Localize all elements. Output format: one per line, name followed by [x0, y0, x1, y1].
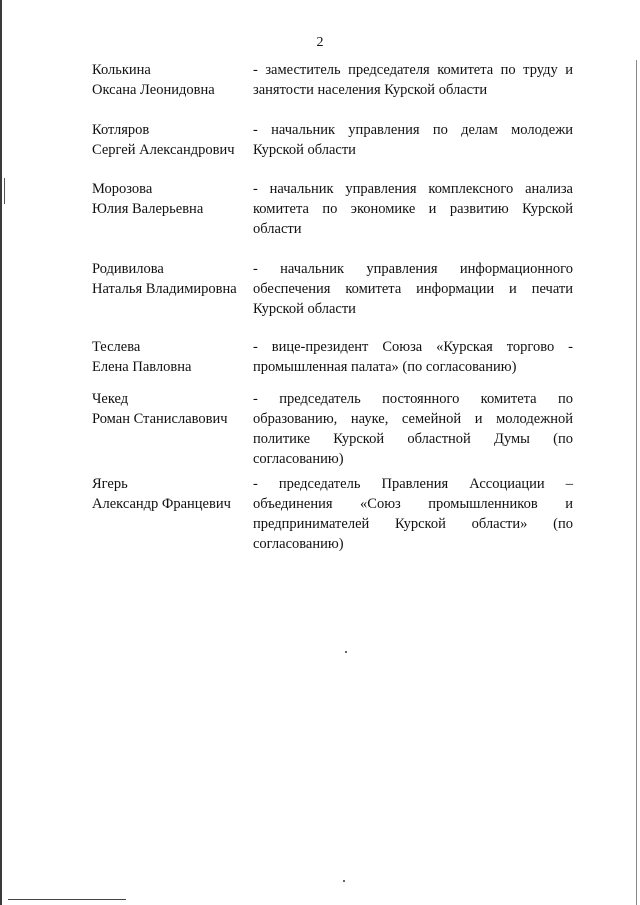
scan-speck: [343, 880, 345, 882]
member-name: [92, 337, 252, 377]
member-surname: Родивилова: [92, 261, 164, 277]
member-name: [92, 259, 252, 299]
member-surname: Чекед: [92, 391, 129, 407]
scan-bottom-line: [8, 899, 126, 900]
scan-speck: [345, 651, 347, 653]
member-position: - председатель постоянного комитета по образованию, науке, семейной и молодежной политике Курской областной Думы (по согласованию): [253, 391, 573, 467]
page-number: 2: [316, 35, 324, 50]
member-position: - начальник управления по делам молодежи Курской области: [253, 122, 573, 158]
member-surname: Колькина: [92, 62, 151, 78]
member-position: - заместитель председателя комитета по труду и занятости населения Курской области: [253, 62, 573, 98]
member-name: [92, 179, 252, 219]
member-position: - председатель Правления Ассоциации – объединения «Союз промышленников и предпринимателей Курской области» (по согласованию): [253, 476, 573, 552]
member-name: [92, 474, 252, 514]
member-surname: Ягерь: [92, 476, 128, 492]
scan-left-mark: [4, 178, 5, 204]
member-surname: Теслева: [92, 339, 141, 355]
member-position: - начальник управления комплексного анализа комитета по экономике и развитию Курской области: [253, 181, 573, 237]
member-name: [92, 120, 252, 160]
member-name: [92, 389, 252, 429]
member-given-names: Сергей Александрович: [92, 142, 235, 158]
member-position: - начальник управления информационного обеспечения комитета информации и печати Курской области: [253, 261, 573, 317]
member-position: - вице-президент Союза «Курская торгово - промышленная палата» (по согласованию): [253, 339, 573, 375]
member-surname: Морозова: [92, 181, 153, 197]
member-surname: Котляров: [92, 122, 150, 138]
scan-left-edge: [0, 0, 2, 905]
member-given-names: Елена Павловна: [92, 359, 192, 375]
scan-right-edge: [636, 60, 637, 905]
member-given-names: Роман Станиславович: [92, 411, 228, 427]
member-given-names: Александр Францевич: [92, 496, 231, 512]
member-given-names: Оксана Леонидовна: [92, 82, 215, 98]
member-given-names: Наталья Владимировна: [92, 281, 237, 297]
member-name: [92, 60, 252, 100]
member-given-names: Юлия Валерьевна: [92, 201, 204, 217]
